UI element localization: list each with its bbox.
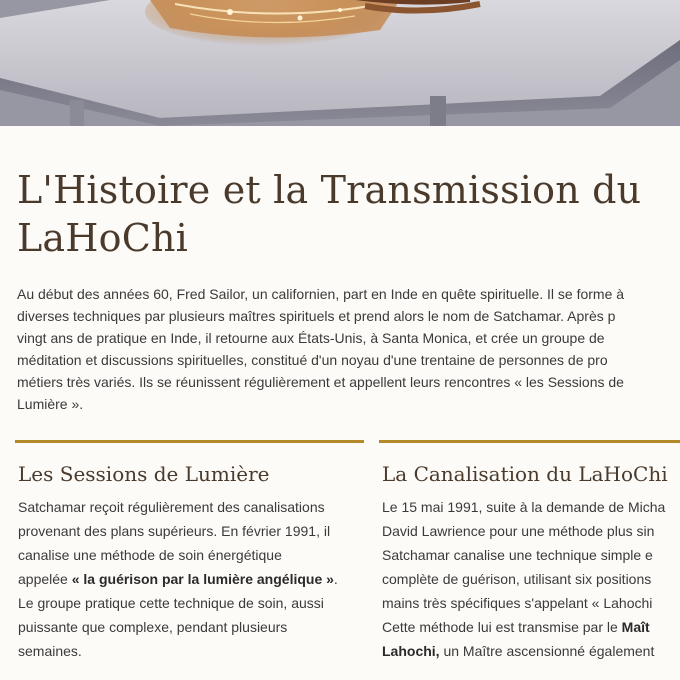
section-divider — [15, 440, 364, 443]
intro-line: diverses techniques par plusieurs maîtres spirituels et prend alors le nom de Satchamar. Après p — [17, 308, 616, 324]
intro-paragraph — [17, 283, 680, 415]
emphasis-text: Lahochi, — [382, 643, 440, 659]
text-line: Satchamar reçoit régulièrement des canalisations — [18, 499, 325, 515]
intro-line: Lumière ». — [17, 396, 84, 412]
hero-image — [0, 0, 680, 126]
text-fragment: Cette méthode lui est transmise par le — [382, 619, 622, 635]
text-line: puissante que complexe, pendant plusieurs — [18, 619, 288, 635]
text-line — [382, 639, 680, 663]
sessions-section — [15, 440, 364, 680]
emphasis-text: « la guérison par la lumière angélique » — [71, 571, 334, 587]
intro-line: Au début des années 60, Fred Sailor, un californien, part en Inde en quête spirituelle. Il se forme à — [17, 286, 625, 302]
text-line: semaines. — [18, 643, 82, 659]
text-line — [382, 615, 680, 639]
text-line: David Lawrience pour une méthode plus sin — [382, 523, 655, 539]
intro-line: méditation et discussions spirituelles, constitué d'un noyau d'une trentaine de personnes de pro — [17, 352, 608, 368]
text-line: complète de guérison, utilisant six positions — [382, 571, 652, 587]
emphasis-text: Maît — [621, 619, 650, 635]
text-line: provenant des plans supérieurs. En février 1991, il — [18, 523, 331, 539]
canalisation-heading: La Canalisation du LaHoChi — [382, 462, 668, 486]
text-line: Le 15 mai 1991, suite à la demande de Micha — [382, 499, 666, 515]
text-line: Le groupe pratique cette technique de soin, aussi — [18, 595, 324, 611]
intro-line: vingt ans de pratique en Inde, il retourne aux États-Unis, à Santa Monica, et crée un groupe de — [17, 330, 605, 346]
text-line — [18, 567, 364, 591]
canalisation-paragraph — [382, 495, 680, 663]
text-fragment: un Maître ascensionné également — [439, 643, 655, 659]
section-divider — [379, 440, 680, 443]
text-line: Satchamar canalise une technique simple e — [382, 547, 653, 563]
text-line: canalise une méthode de soin énergétique — [18, 547, 282, 563]
intro-line: métiers très variés. Ils se réunissent régulièrement et appellent leurs rencontres « les Sessions de — [17, 374, 624, 390]
canalisation-section — [379, 440, 680, 680]
text-fragment: . — [333, 571, 338, 587]
text-fragment: appelée — [18, 571, 72, 587]
page-title: L'Histoire et la Transmission du LaHoChi — [17, 168, 642, 260]
text-line: mains très spécifiques s'appelant « Lahochi — [382, 595, 653, 611]
hero-illustration — [0, 0, 680, 126]
sessions-paragraph — [18, 495, 364, 663]
sessions-heading: Les Sessions de Lumière — [18, 462, 270, 486]
